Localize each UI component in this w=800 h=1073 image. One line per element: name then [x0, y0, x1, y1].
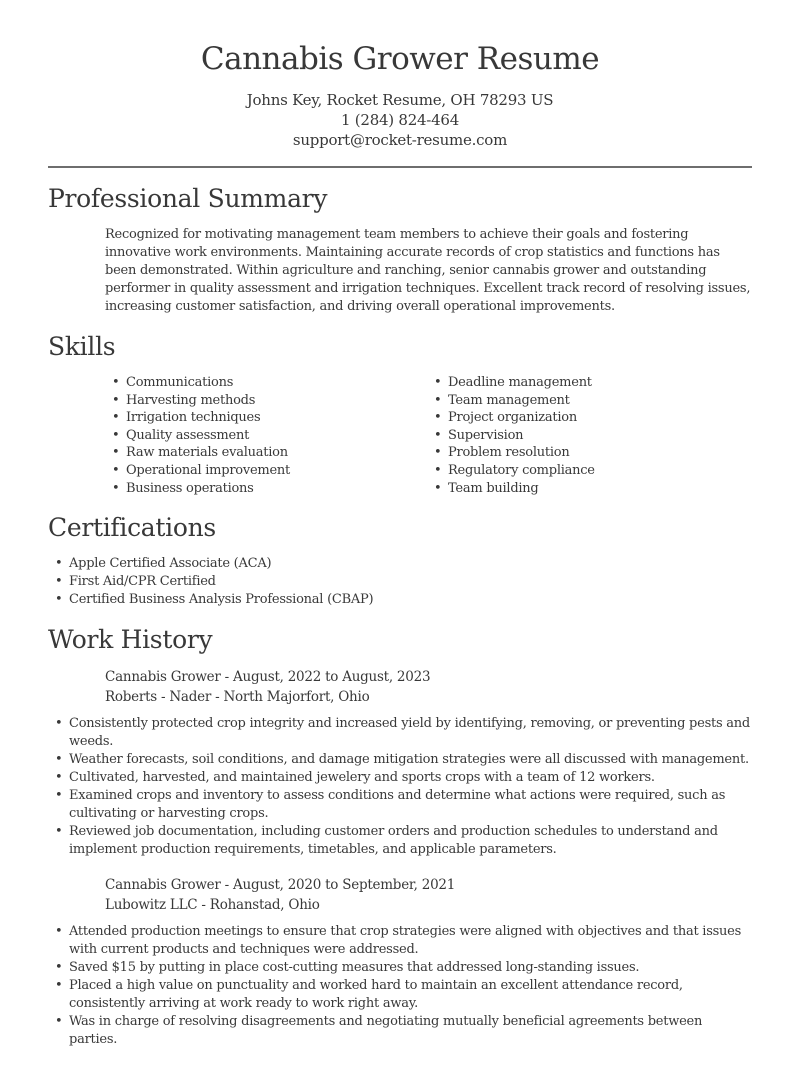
skill-item: • Deadline management: [427, 374, 752, 392]
contact-email: support@rocket-resume.com: [292, 131, 508, 149]
contact-info: [48, 90, 752, 150]
section-work-history: [48, 624, 752, 1049]
job-bullet: • Weather forecasts, soil conditions, and damage mitigation strategies were all discussed with management.: [48, 751, 752, 769]
section-professional-summary: [48, 183, 752, 316]
certifications-heading: Certifications: [48, 513, 216, 543]
skill-item: • Project organization: [427, 409, 752, 427]
skill-item: • Raw materials evaluation: [105, 444, 427, 462]
resume-header: [48, 40, 752, 150]
job-bullet: • Cultivated, harvested, and maintained jewelery and sports crops with a team of 12 workers.: [48, 769, 752, 787]
job-title-line: Cannabis Grower - August, 2020 to September, 2021: [105, 877, 456, 894]
job-bullet: • Saved $15 by putting in place cost-cutting measures that addressed long-standing issues.: [48, 959, 752, 977]
job-bullet: • Placed a high value on punctuality and worked hard to maintain an excellent attendance record, consistently arriving at work ready to work right away.: [48, 977, 752, 1013]
job-bullet-list: [48, 715, 752, 859]
skills-heading: Skills: [48, 332, 116, 361]
job-bullet: • Attended production meetings to ensure that crop strategies were aligned with objectives and that issues with current products and techniques were addressed.: [48, 923, 752, 959]
skill-item: • Problem resolution: [427, 444, 752, 462]
job-entry-1: [48, 667, 752, 859]
job-employer-line: Roberts - Nader - North Majorfort, Ohio: [105, 689, 370, 706]
section-certifications: [48, 512, 752, 609]
certification-item: • First Aid/CPR Certified: [48, 573, 752, 591]
contact-address: Johns Key, Rocket Resume, OH 78293 US: [246, 91, 554, 109]
certifications-list: [48, 555, 752, 609]
skill-item: • Quality assessment: [105, 427, 427, 445]
certification-item: • Apple Certified Associate (ACA): [48, 555, 752, 573]
skills-columns: [105, 374, 752, 497]
skill-item: • Business operations: [105, 480, 427, 498]
certification-item: • Certified Business Analysis Professional (CBAP): [48, 591, 752, 609]
page-title: Cannabis Grower Resume: [200, 41, 600, 77]
job-heading: [105, 667, 752, 707]
work-history-heading: Work History: [48, 625, 213, 655]
skill-item: • Communications: [105, 374, 427, 392]
skill-item: • Team building: [427, 480, 752, 498]
contact-phone: 1 (284) 824-464: [341, 111, 459, 129]
job-entry-2: [48, 875, 752, 1049]
professional-summary-heading: Professional Summary: [48, 184, 328, 213]
professional-summary-text: Recognized for motivating management team members to achieve their goals and fostering innovative work environments. Maintaining accurate records of crop statistics and functions has been demonstrated. Within agriculture and ranching, senior cannabis grower and outstanding performer in quality assessment and irrigation techniques. Excellent track record of resolving issues, increasing customer satisfaction, and driving overall operational improvements.: [105, 227, 751, 314]
section-skills: [48, 331, 752, 497]
job-title-line: Cannabis Grower - August, 2022 to August, 2023: [105, 669, 431, 686]
skills-column-right: [427, 374, 752, 497]
job-bullet: • Reviewed job documentation, including customer orders and production schedules to understand and implement production requirements, timetables, and applicable parameters.: [48, 823, 752, 859]
skill-item: • Supervision: [427, 427, 752, 445]
skill-item: • Harvesting methods: [105, 392, 427, 410]
job-employer-line: Lubowitz LLC - Rohanstad, Ohio: [105, 897, 320, 914]
job-heading: [105, 875, 752, 915]
job-bullet: • Consistently protected crop integrity and increased yield by identifying, removing, or preventing pests and weeds.: [48, 715, 752, 751]
job-bullet: • Was in charge of resolving disagreements and negotiating mutually beneficial agreements between parties.: [48, 1013, 752, 1049]
skill-item: • Irrigation techniques: [105, 409, 427, 427]
skill-item: • Regulatory compliance: [427, 462, 752, 480]
skills-column-left: [105, 374, 427, 497]
job-bullet: • Examined crops and inventory to assess conditions and determine what actions were required, such as cultivating or harvesting crops.: [48, 787, 752, 823]
skill-item: • Team management: [427, 392, 752, 410]
skill-item: • Operational improvement: [105, 462, 427, 480]
job-bullet-list: [48, 923, 752, 1049]
header-divider: [48, 166, 752, 168]
